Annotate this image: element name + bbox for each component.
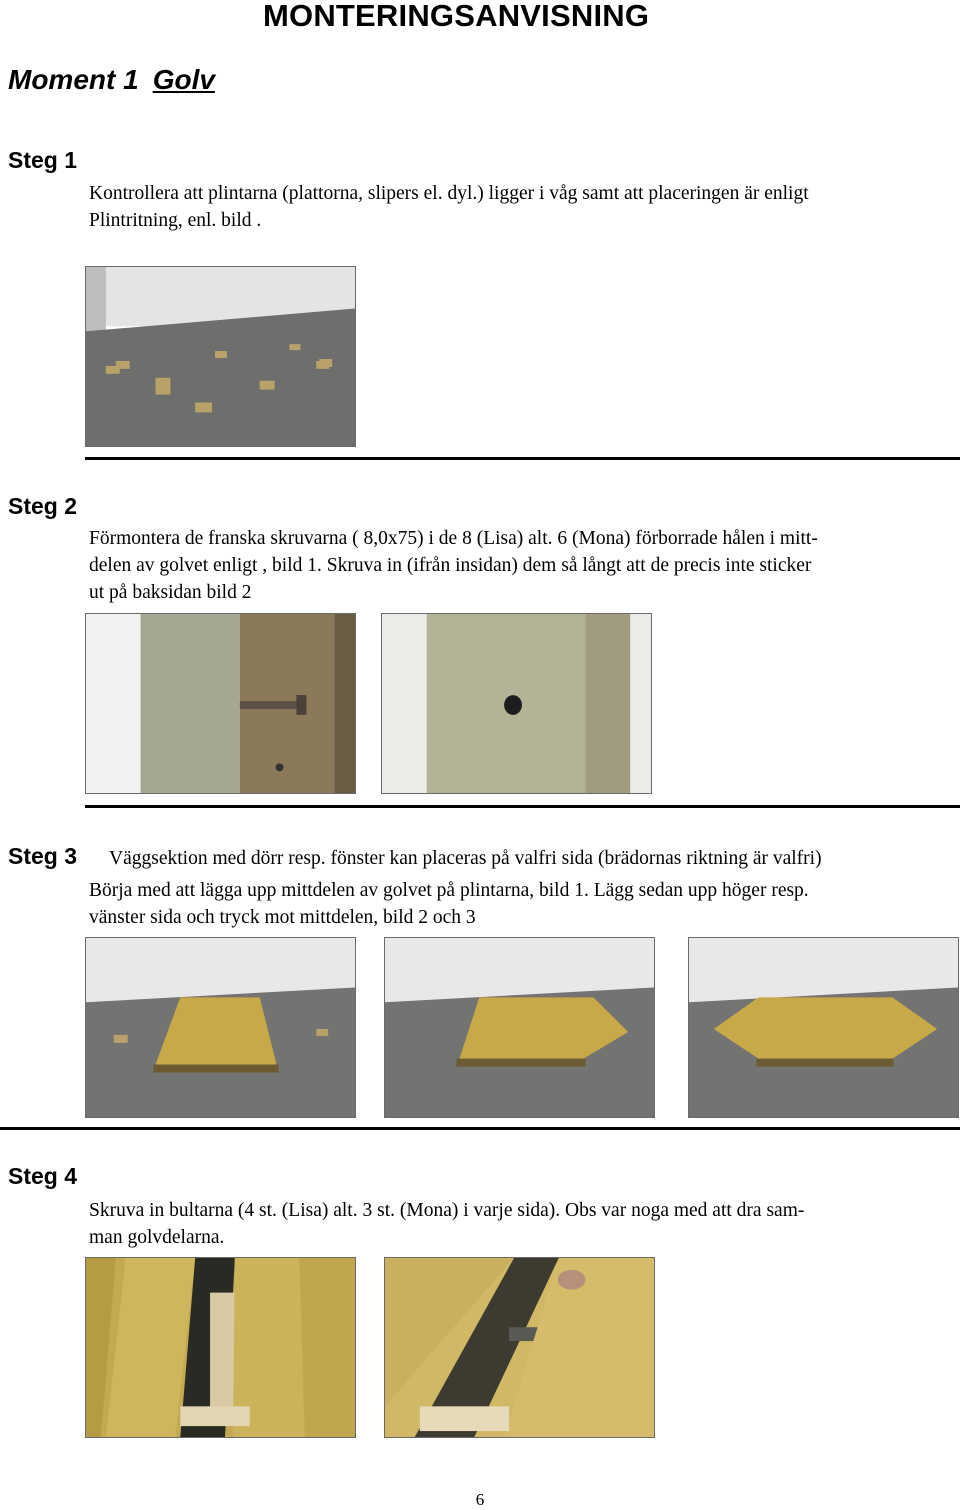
step-1-line-2: Plintritning, enl. bild . bbox=[89, 210, 262, 231]
moment-label: Moment 1 bbox=[8, 64, 139, 95]
step-4-photo-2 bbox=[384, 1257, 655, 1438]
step-1-heading: Steg 1 bbox=[8, 147, 78, 173]
step-1-text bbox=[89, 180, 949, 234]
step-3-intro: Väggsektion med dörr resp. fönster kan placeras på valfri sida (brädornas riktning är valfri) bbox=[109, 848, 822, 869]
divider bbox=[85, 457, 960, 460]
step-1-photo bbox=[85, 266, 356, 447]
step-2-photo-2 bbox=[381, 613, 652, 794]
step-3-text bbox=[89, 877, 949, 931]
step-3-photo-2 bbox=[384, 937, 655, 1118]
step-2-photo-1 bbox=[85, 613, 356, 794]
moment-topic: Golv bbox=[152, 64, 215, 95]
step-2-text bbox=[89, 525, 949, 606]
step-2-line-1: Förmontera de franska skruvarna ( 8,0x75) i de 8 (Lisa) alt. 6 (Mona) förborrade hålen i mitt- bbox=[89, 528, 818, 549]
step-2-heading: Steg 2 bbox=[8, 493, 78, 519]
step-2-line-3: ut på baksidan bild 2 bbox=[89, 582, 252, 603]
step-1-line-1: Kontrollera att plintarna (plattorna, slipers el. dyl.) ligger i våg samt att placeringen är enligt bbox=[89, 183, 809, 204]
divider bbox=[0, 1127, 960, 1130]
step-3-photo-1 bbox=[85, 937, 356, 1118]
divider bbox=[85, 805, 960, 808]
page-number: 6 bbox=[475, 1490, 485, 1509]
step-3-line-1: Börja med att lägga upp mittdelen av golvet på plintarna, bild 1. Lägg sedan upp höger resp. bbox=[89, 880, 809, 901]
step-3-line-2: vänster sida och tryck mot mittdelen, bild 2 och 3 bbox=[89, 907, 476, 928]
step-4-photo-1 bbox=[85, 1257, 356, 1438]
step-4-heading: Steg 4 bbox=[8, 1163, 78, 1189]
step-2-line-2: delen av golvet enligt , bild 1. Skruva in (ifrån insidan) dem så långt att de precis inte sticker bbox=[89, 555, 812, 576]
document-title: MONTERINGSANVISNING bbox=[263, 0, 650, 33]
step-3-heading: Steg 3 bbox=[8, 843, 78, 869]
step-3-photo-3 bbox=[688, 937, 959, 1118]
step-4-line-1: Skruva in bultarna (4 st. (Lisa) alt. 3 st. (Mona) i varje sida). Obs var noga med att dra sam- bbox=[89, 1200, 805, 1221]
step-4-line-2: man golvdelarna. bbox=[89, 1227, 225, 1248]
section-heading bbox=[8, 64, 215, 96]
step-4-text bbox=[89, 1197, 949, 1251]
